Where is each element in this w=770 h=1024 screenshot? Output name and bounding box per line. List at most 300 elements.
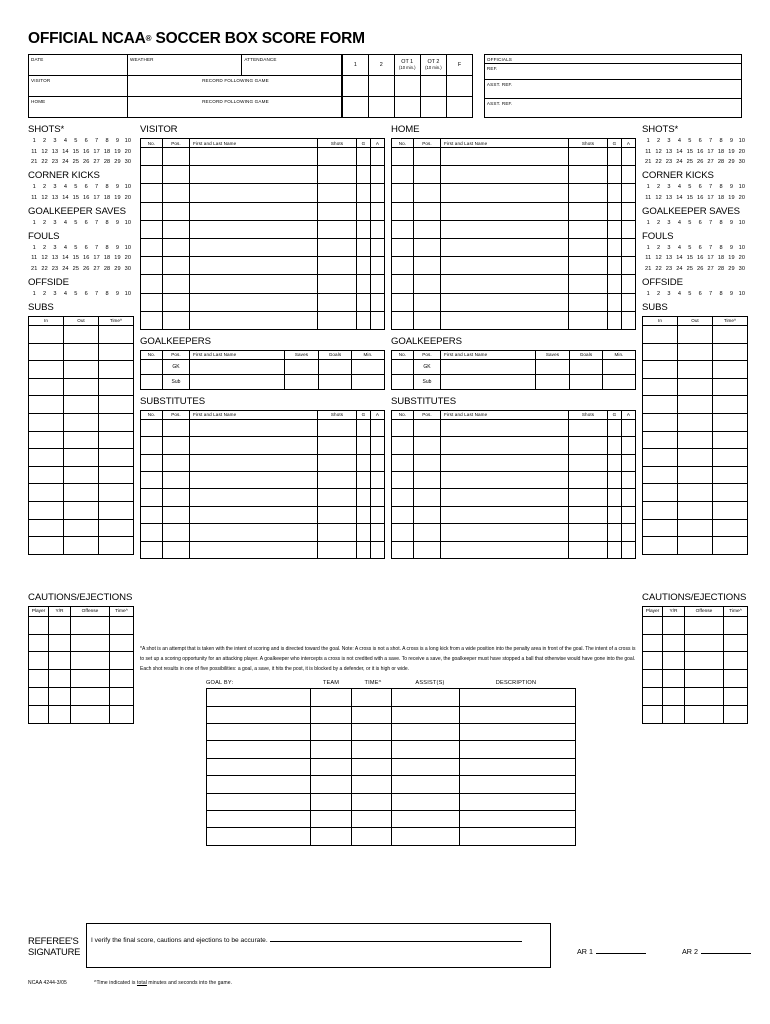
home-substitutes-row[interactable]	[392, 419, 636, 436]
home-subs-cell[interactable]	[678, 378, 713, 396]
visitor-subs-row[interactable]	[29, 396, 134, 414]
stat-number-13[interactable]: 13	[665, 148, 673, 155]
home-fouls-row-2[interactable]	[642, 255, 748, 261]
visitor-subs-cell[interactable]	[29, 537, 64, 555]
home-roster-cell[interactable]	[414, 184, 441, 202]
goal-by-row[interactable]	[207, 706, 576, 723]
visitor-cautions-body[interactable]	[29, 616, 134, 723]
home-shots-row-3[interactable]	[642, 159, 748, 165]
stat-number-12[interactable]: 12	[655, 255, 662, 261]
visitor-substitutes-row[interactable]	[141, 489, 385, 506]
stat-number-18[interactable]: 18	[103, 194, 111, 201]
visitor-roster-row[interactable]	[141, 166, 385, 184]
stat-number-21[interactable]: 21	[30, 265, 38, 272]
stat-number-10[interactable]: 10	[124, 244, 132, 251]
home-substitutes-cell[interactable]	[608, 454, 622, 471]
home-roster-cell[interactable]	[608, 238, 622, 256]
home-roster-cell[interactable]	[608, 148, 622, 166]
stat-number-9[interactable]: 9	[115, 290, 120, 297]
visitor-subs-row[interactable]	[29, 449, 134, 467]
ar1-line[interactable]	[596, 953, 646, 954]
home-subs-cell[interactable]	[713, 326, 748, 344]
visitor-substitutes-cell[interactable]	[318, 489, 357, 506]
visitor-cautions-row[interactable]	[29, 705, 134, 723]
home-substitutes-cell[interactable]	[441, 489, 569, 506]
stat-number-8[interactable]: 8	[719, 290, 723, 297]
visitor-roster-cell[interactable]	[141, 275, 163, 293]
visitor-roster-cell[interactable]	[141, 220, 163, 238]
goal-by-cell[interactable]	[460, 758, 576, 775]
home-subs-cell[interactable]	[643, 484, 678, 502]
goal-by-cell[interactable]	[207, 793, 311, 810]
visitor-roster-cell[interactable]	[357, 184, 371, 202]
goal-by-cell[interactable]	[392, 689, 460, 706]
visitor-substitutes-row[interactable]	[141, 524, 385, 541]
visitor-gk-cell[interactable]	[190, 359, 285, 374]
visitor-subs-cell[interactable]	[29, 449, 64, 467]
visitor-subs-cell[interactable]	[64, 396, 99, 414]
stat-number-2[interactable]: 2	[657, 219, 661, 226]
home-corners-row-1[interactable]	[642, 184, 748, 190]
home-shots-row-2[interactable]	[642, 149, 748, 155]
visitor-roster-cell[interactable]	[371, 166, 385, 184]
home-gk-cell[interactable]	[441, 374, 536, 389]
goal-by-cell[interactable]	[352, 828, 392, 845]
stat-number-17[interactable]: 17	[707, 255, 714, 261]
goal-by-cell[interactable]	[207, 776, 311, 793]
stat-number-10[interactable]: 10	[738, 184, 746, 190]
visitor-subs-cell[interactable]	[99, 449, 134, 467]
visitor-substitutes-row[interactable]	[141, 454, 385, 471]
home-cautions-cell[interactable]	[643, 634, 663, 652]
home-roster-cell[interactable]	[441, 293, 569, 311]
visitor-substitutes-cell[interactable]	[141, 419, 163, 436]
home-subs-cell[interactable]	[713, 484, 748, 502]
home-roster-cell[interactable]	[569, 293, 608, 311]
stat-number-19[interactable]: 19	[728, 148, 735, 155]
home-roster-cell[interactable]	[414, 202, 441, 220]
home-roster-cell[interactable]	[608, 184, 622, 202]
home-subs-cell[interactable]	[643, 378, 678, 396]
visitor-cautions-row[interactable]	[29, 652, 134, 670]
home-record-field[interactable]: RECORD FOLLOWING GAME	[127, 97, 341, 118]
stat-number-5[interactable]: 5	[688, 244, 692, 251]
home-fouls-row-3[interactable]	[642, 266, 748, 272]
visitor-substitutes-cell[interactable]	[318, 524, 357, 541]
home-substitutes-cell[interactable]	[392, 489, 414, 506]
visitor-subs-cell[interactable]	[29, 413, 64, 431]
home-subs-row[interactable]	[643, 449, 748, 467]
stat-number-5[interactable]: 5	[688, 219, 692, 226]
home-subs-cell[interactable]	[713, 466, 748, 484]
stat-number-28[interactable]: 28	[717, 265, 725, 272]
visitor-subs-cell[interactable]	[64, 431, 99, 449]
goal-by-cell[interactable]	[352, 810, 392, 827]
home-cautions-cell[interactable]	[685, 670, 724, 688]
visitor-roster-cell[interactable]	[190, 293, 318, 311]
goal-by-row[interactable]	[207, 758, 576, 775]
home-cautions-cell[interactable]	[643, 705, 663, 723]
stat-number-4[interactable]: 4	[63, 138, 68, 144]
home-subs-cell[interactable]	[643, 396, 678, 414]
visitor-subs-cell[interactable]	[64, 378, 99, 396]
visitor-substitutes-cell[interactable]	[190, 472, 318, 489]
visitor-roster-cell[interactable]	[163, 293, 190, 311]
home-subs-cell[interactable]	[678, 343, 713, 361]
stat-number-6[interactable]: 6	[698, 244, 702, 251]
home-substitutes-cell[interactable]	[414, 489, 441, 506]
stat-number-17[interactable]: 17	[93, 255, 100, 261]
visitor-subs-cell[interactable]	[29, 519, 64, 537]
visitor-roster-cell[interactable]	[163, 166, 190, 184]
home-cautions-row[interactable]	[643, 670, 748, 688]
visitor-roster-cell[interactable]	[141, 293, 163, 311]
visitor-substitutes-cell[interactable]	[163, 489, 190, 506]
visitor-substitutes-cell[interactable]	[163, 437, 190, 454]
visitor-cautions-cell[interactable]	[71, 616, 110, 634]
visitor-roster-cell[interactable]	[318, 184, 357, 202]
home-subs-cell[interactable]	[678, 484, 713, 502]
goal-by-cell[interactable]	[207, 689, 311, 706]
goal-by-cell[interactable]	[311, 706, 352, 723]
stat-number-29[interactable]: 29	[728, 265, 735, 272]
goal-by-cell[interactable]	[207, 706, 311, 723]
stat-number-21[interactable]: 21	[644, 159, 652, 165]
home-roster-cell[interactable]	[414, 311, 441, 329]
stat-number-3[interactable]: 3	[53, 184, 57, 190]
visitor-substitutes-cell[interactable]	[190, 437, 318, 454]
visitor-subs-cell[interactable]	[64, 519, 99, 537]
home-roster-cell[interactable]	[414, 238, 441, 256]
stat-number-22[interactable]: 22	[655, 265, 662, 272]
visitor-subs-row[interactable]	[29, 537, 134, 555]
home-substitutes-cell[interactable]	[569, 541, 608, 558]
visitor-substitutes-row[interactable]	[141, 437, 385, 454]
home-substitutes-cell[interactable]	[569, 524, 608, 541]
home-roster-cell[interactable]	[569, 166, 608, 184]
home-roster-cell[interactable]	[622, 311, 636, 329]
stat-number-22[interactable]: 22	[41, 159, 48, 165]
stat-number-15[interactable]: 15	[72, 148, 80, 155]
home-subs-cell[interactable]	[713, 396, 748, 414]
referee-signature-box[interactable]	[86, 923, 551, 968]
stat-number-23[interactable]: 23	[665, 265, 673, 272]
home-substitutes-row[interactable]	[392, 437, 636, 454]
visitor-roster-cell[interactable]	[141, 202, 163, 220]
goal-by-cell[interactable]	[311, 793, 352, 810]
visitor-cautions-cell[interactable]	[29, 652, 49, 670]
stat-number-7[interactable]: 7	[95, 244, 99, 251]
stat-number-12[interactable]: 12	[41, 255, 48, 261]
home-cautions-cell[interactable]	[643, 652, 663, 670]
home-substitutes-cell[interactable]	[622, 489, 636, 506]
visitor-cautions-cell[interactable]	[110, 687, 134, 705]
stat-number-1[interactable]: 1	[646, 290, 650, 297]
home-cautions-cell[interactable]	[663, 652, 685, 670]
visitor-cautions-cell[interactable]	[49, 652, 71, 670]
home-subs-cell[interactable]	[643, 466, 678, 484]
stat-number-7[interactable]: 7	[709, 219, 713, 226]
home-cautions-cell[interactable]	[663, 670, 685, 688]
stat-number-12[interactable]: 12	[655, 148, 662, 155]
home-substitutes-row[interactable]	[392, 506, 636, 523]
stat-number-5[interactable]: 5	[74, 184, 78, 190]
home-subs-body[interactable]	[643, 326, 748, 555]
goal-by-cell[interactable]	[460, 689, 576, 706]
home-roster-cell[interactable]	[569, 238, 608, 256]
visitor-roster-cell[interactable]	[190, 257, 318, 275]
visitor-substitutes-row[interactable]	[141, 472, 385, 489]
visitor-substitutes-cell[interactable]	[371, 437, 385, 454]
home-roster-cell[interactable]	[414, 166, 441, 184]
visitor-subs-cell[interactable]	[99, 413, 134, 431]
home-roster-cell[interactable]	[414, 148, 441, 166]
visitor-substitutes-cell[interactable]	[163, 524, 190, 541]
visitor-substitutes-row[interactable]	[141, 541, 385, 558]
ar1-field[interactable]	[577, 923, 646, 956]
visitor-cautions-cell[interactable]	[110, 705, 134, 723]
visitor-subs-row[interactable]	[29, 413, 134, 431]
visitor-subs-row[interactable]	[29, 431, 134, 449]
home-substitutes-body[interactable]	[392, 419, 636, 558]
home-roster-cell[interactable]	[441, 166, 569, 184]
goal-by-cell[interactable]	[460, 828, 576, 845]
home-subs-cell[interactable]	[678, 537, 713, 555]
stat-number-7[interactable]: 7	[709, 138, 713, 144]
visitor-cautions-cell[interactable]	[29, 670, 49, 688]
visitor-subs-row[interactable]	[29, 378, 134, 396]
stat-number-1[interactable]: 1	[646, 244, 650, 251]
visitor-cautions-cell[interactable]	[49, 634, 71, 652]
home-roster-row[interactable]	[392, 275, 636, 293]
home-gk-cell[interactable]	[603, 374, 636, 389]
home-subs-cell[interactable]	[713, 449, 748, 467]
stat-number-6[interactable]: 6	[84, 244, 88, 251]
home-subs-row[interactable]	[643, 361, 748, 379]
home-substitutes-cell[interactable]	[414, 506, 441, 523]
visitor-substitutes-cell[interactable]	[318, 437, 357, 454]
home-roster-cell[interactable]	[392, 166, 414, 184]
stat-number-10[interactable]: 10	[738, 219, 746, 226]
stat-number-6[interactable]: 6	[698, 184, 702, 190]
home-roster-cell[interactable]	[441, 257, 569, 275]
home-subs-row[interactable]	[643, 519, 748, 537]
goal-by-cell[interactable]	[311, 810, 352, 827]
home-subs-row[interactable]	[643, 501, 748, 519]
home-roster-cell[interactable]	[414, 220, 441, 238]
home-substitutes-cell[interactable]	[569, 489, 608, 506]
stat-number-4[interactable]: 4	[677, 290, 682, 297]
visitor-roster-cell[interactable]	[371, 202, 385, 220]
visitor-subs-cell[interactable]	[64, 413, 99, 431]
visitor-substitutes-cell[interactable]	[357, 454, 371, 471]
stat-number-18[interactable]: 18	[717, 148, 725, 155]
home-cautions-cell[interactable]	[685, 687, 724, 705]
stat-number-18[interactable]: 18	[103, 255, 111, 261]
home-substitutes-cell[interactable]	[392, 472, 414, 489]
stat-number-1[interactable]: 1	[32, 184, 36, 190]
home-substitutes-cell[interactable]	[608, 489, 622, 506]
goal-by-cell[interactable]	[460, 793, 576, 810]
home-substitutes-cell[interactable]	[569, 506, 608, 523]
goal-by-cell[interactable]	[352, 689, 392, 706]
stat-number-23[interactable]: 23	[51, 265, 59, 272]
score-cell-r2-c3[interactable]	[394, 97, 420, 118]
visitor-substitutes-cell[interactable]	[190, 419, 318, 436]
visitor-substitutes-cell[interactable]	[357, 506, 371, 523]
visitor-substitutes-cell[interactable]	[318, 419, 357, 436]
stat-number-18[interactable]: 18	[717, 194, 725, 201]
home-cautions-cell[interactable]	[643, 616, 663, 634]
visitor-gk-row[interactable]	[141, 374, 385, 389]
stat-number-14[interactable]: 14	[676, 255, 683, 261]
stat-number-15[interactable]: 15	[686, 255, 694, 261]
stat-number-3[interactable]: 3	[667, 184, 671, 190]
stat-number-4[interactable]: 4	[63, 290, 68, 297]
stat-number-9[interactable]: 9	[115, 244, 120, 251]
visitor-gk-cell[interactable]: Sub	[163, 374, 190, 389]
goal-by-row[interactable]	[207, 741, 576, 758]
stat-number-7[interactable]: 7	[95, 138, 99, 144]
visitor-substitutes-cell[interactable]	[141, 489, 163, 506]
home-substitutes-cell[interactable]	[441, 437, 569, 454]
stat-number-6[interactable]: 6	[698, 219, 702, 226]
home-subs-row[interactable]	[643, 413, 748, 431]
stat-number-6[interactable]: 6	[84, 290, 88, 297]
visitor-roster-cell[interactable]	[163, 148, 190, 166]
stat-number-16[interactable]: 16	[697, 148, 704, 155]
visitor-cautions-cell[interactable]	[49, 670, 71, 688]
stat-number-16[interactable]: 16	[697, 194, 704, 201]
visitor-subs-cell[interactable]	[99, 396, 134, 414]
home-subs-cell[interactable]	[678, 501, 713, 519]
stat-number-6[interactable]: 6	[84, 219, 88, 226]
home-substitutes-row[interactable]	[392, 472, 636, 489]
stat-number-26[interactable]: 26	[697, 159, 704, 165]
visitor-substitutes-cell[interactable]	[163, 454, 190, 471]
goal-by-cell[interactable]	[311, 724, 352, 741]
home-substitutes-cell[interactable]	[392, 541, 414, 558]
stat-number-4[interactable]: 4	[677, 219, 682, 226]
home-cautions-cell[interactable]	[724, 705, 748, 723]
home-substitutes-cell[interactable]	[569, 437, 608, 454]
visitor-subs-cell[interactable]	[29, 466, 64, 484]
goal-by-cell[interactable]	[392, 758, 460, 775]
home-roster-cell[interactable]	[608, 257, 622, 275]
home-substitutes-cell[interactable]	[622, 524, 636, 541]
stat-number-28[interactable]: 28	[103, 159, 111, 165]
home-substitutes-cell[interactable]	[392, 419, 414, 436]
stat-number-7[interactable]: 7	[95, 219, 99, 226]
score-cell-r1-c5[interactable]	[447, 76, 473, 97]
visitor-corners-row-1[interactable]	[28, 184, 134, 190]
goal-by-cell[interactable]	[460, 724, 576, 741]
home-roster-cell[interactable]	[392, 293, 414, 311]
visitor-gk-cell[interactable]	[352, 374, 385, 389]
score-cell-r2-c5[interactable]	[447, 97, 473, 118]
stat-number-7[interactable]: 7	[709, 244, 713, 251]
home-subs-row[interactable]	[643, 326, 748, 344]
stat-number-2[interactable]: 2	[43, 184, 47, 190]
visitor-roster-row[interactable]	[141, 184, 385, 202]
stat-number-13[interactable]: 13	[665, 255, 673, 261]
visitor-subs-cell[interactable]	[64, 326, 99, 344]
home-subs-cell[interactable]	[713, 413, 748, 431]
visitor-cautions-cell[interactable]	[71, 652, 110, 670]
home-roster-cell[interactable]	[441, 184, 569, 202]
stat-number-26[interactable]: 26	[697, 265, 704, 272]
home-roster-row[interactable]	[392, 311, 636, 329]
home-substitutes-cell[interactable]	[414, 437, 441, 454]
asst-referee-2-field[interactable]: ASST. REF.	[484, 99, 741, 118]
visitor-cautions-cell[interactable]	[29, 634, 49, 652]
goal-by-row[interactable]	[207, 776, 576, 793]
goal-by-cell[interactable]	[392, 793, 460, 810]
visitor-subs-cell[interactable]	[64, 343, 99, 361]
stat-number-27[interactable]: 27	[93, 265, 100, 272]
home-substitutes-cell[interactable]	[441, 541, 569, 558]
stat-number-16[interactable]: 16	[83, 194, 90, 201]
stat-number-16[interactable]: 16	[83, 255, 90, 261]
home-roster-cell[interactable]	[441, 202, 569, 220]
home-roster-row[interactable]	[392, 166, 636, 184]
visitor-fouls-row-3[interactable]	[28, 266, 134, 272]
visitor-roster-row[interactable]	[141, 257, 385, 275]
visitor-shots-row-2[interactable]	[28, 149, 134, 155]
visitor-roster-cell[interactable]	[190, 166, 318, 184]
stat-number-12[interactable]: 12	[41, 148, 48, 155]
stat-number-19[interactable]: 19	[728, 194, 735, 201]
home-roster-cell[interactable]	[392, 311, 414, 329]
stat-number-8[interactable]: 8	[719, 219, 723, 226]
stat-number-4[interactable]: 4	[677, 244, 682, 251]
visitor-substitutes-cell[interactable]	[318, 541, 357, 558]
stat-number-5[interactable]: 5	[688, 290, 692, 297]
stat-number-2[interactable]: 2	[43, 290, 47, 297]
visitor-gk-cell[interactable]	[319, 374, 352, 389]
home-substitutes-cell[interactable]	[608, 437, 622, 454]
home-gk-body[interactable]	[392, 359, 636, 389]
home-roster-cell[interactable]	[414, 275, 441, 293]
visitor-roster-cell[interactable]	[318, 238, 357, 256]
stat-number-11[interactable]: 11	[31, 194, 38, 201]
stat-number-24[interactable]: 24	[62, 159, 69, 165]
home-cautions-cell[interactable]	[663, 705, 685, 723]
stat-number-27[interactable]: 27	[93, 159, 100, 165]
visitor-roster-cell[interactable]	[371, 293, 385, 311]
stat-number-24[interactable]: 24	[62, 265, 69, 272]
home-roster-cell[interactable]	[441, 275, 569, 293]
stat-number-3[interactable]: 3	[667, 219, 671, 226]
visitor-substitutes-cell[interactable]	[141, 524, 163, 541]
visitor-roster-cell[interactable]	[190, 148, 318, 166]
date-field[interactable]: DATE	[29, 55, 128, 76]
home-subs-cell[interactable]	[643, 326, 678, 344]
visitor-roster-row[interactable]	[141, 293, 385, 311]
stat-number-4[interactable]: 4	[63, 244, 68, 251]
stat-number-20[interactable]: 20	[124, 194, 132, 201]
goal-by-cell[interactable]	[392, 724, 460, 741]
stat-number-9[interactable]: 9	[115, 184, 120, 190]
stat-number-29[interactable]: 29	[728, 159, 735, 165]
stat-number-9[interactable]: 9	[115, 219, 120, 226]
visitor-subs-cell[interactable]	[29, 343, 64, 361]
home-roster-cell[interactable]	[622, 202, 636, 220]
home-roster-cell[interactable]	[392, 184, 414, 202]
home-subs-row[interactable]	[643, 343, 748, 361]
home-cautions-cell[interactable]	[685, 652, 724, 670]
stat-number-13[interactable]: 13	[51, 255, 59, 261]
